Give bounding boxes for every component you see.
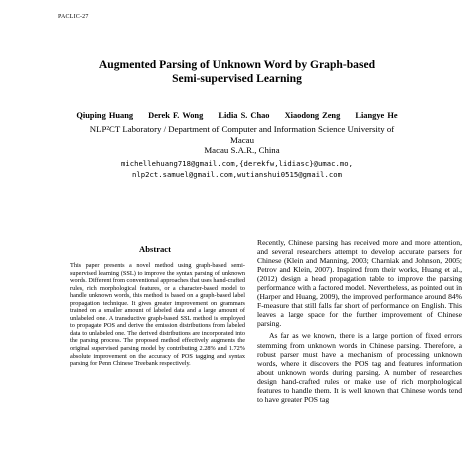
introduction-section <box>257 238 462 404</box>
affiliation-line-3: Macau S.A.R., China <box>204 145 280 156</box>
email-line-1: michellehuang718@gmail.com,{derekfw,lidiasc}@umac.mo, <box>121 159 353 168</box>
title-line-2: Semi-supervised Learning <box>172 72 302 85</box>
author-emails <box>26 158 448 180</box>
affiliation <box>66 124 418 156</box>
affiliation-line-2: Macau <box>230 134 254 145</box>
author-list <box>20 111 454 120</box>
author-name: Derek F. Wong <box>148 111 204 120</box>
paper-title <box>20 58 454 86</box>
abstract-heading: Abstract <box>139 244 171 254</box>
author-name: Liangye He <box>355 111 398 120</box>
intro-paragraph-1: Recently, Chinese parsing has received more and more attention, and several researchers attempt to develop accurate parsers for Chinese (Klein and Manning, 2003; Charniak and Johnson, 2005; Petrov and Klein, 2007). Inspired from their works, Huang et al., (2012) design a head propagation table to improve the parsing performance with a factored model. Nevertheless, as pointed out in (Harper and Huang, 2009), the improved performance around 84% F-measure that still falls far short of performance on English. This leaves a large space for the further improvement of Chinese parsing. <box>257 238 462 329</box>
email-line-2: nlp2ct.samuel@gmail.com,wutianshui0515@gmail.com <box>131 170 343 179</box>
abstract-text: This paper presents a novel method using graph-based semi-supervised learning (SSL) to improve the syntax parsing of unknown words. Different from conventional approaches that uses hand-crafted rules, rich morphological features, or a character-based model to handle unknown words, this method is based on a graph-based label propagation technique. It gives greater improvement on grammars trained on a smaller amount of labeled data and a large amount of unlabeled one. A transductive graph-based SSL method is employed to propagate POS and derive the emission distributions from labeled data to unlabeled one. The derived distributions are incorporated into the parsing process. The proposed method effectively augments the original supervised parsing model by contributing 2.28% and 1.72% absolute improvement on the accuracy of POS tagging and syntax parsing for Penn Chinese Treebank respectively. <box>70 262 245 368</box>
affiliation-line-1: NLP²CT Laboratory / Department of Computer and Information Science University of <box>89 124 395 134</box>
title-line-1: Augmented Parsing of Unknown Word by Graph-based <box>98 58 376 71</box>
author-name: Lidia S. Chao <box>218 111 270 120</box>
intro-paragraph-2: As far as we known, there is a large portion of fixed errors stemming from unknown words in Chinese parsing. Therefore, a robust parser must have a mechanism of processing unknown words, where it discovers the POS tag and features information about unknown words during parsing. A number of researches design hand-crafted rules or make use of rich morphological features to handle them. It is well known that Chinese words tend to have greater POS tag <box>257 331 462 404</box>
conference-tag: PACLIC-27 <box>58 14 89 20</box>
author-name: Qiuping Huang <box>76 111 134 120</box>
author-name: Xiaodong Zeng <box>284 111 341 120</box>
